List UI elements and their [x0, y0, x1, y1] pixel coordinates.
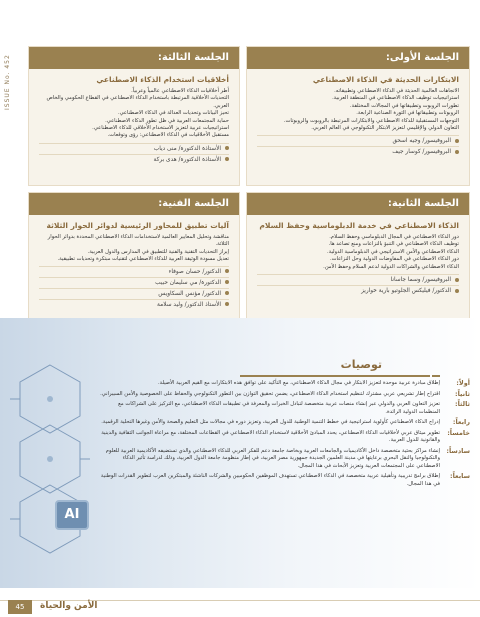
list-item: أطر أخلاقيات الذكاء الاصطناعي عالمياً وعربياً. — [131, 88, 229, 94]
bullet-icon — [455, 278, 459, 282]
recommendation-number: سابعاً: — [450, 472, 470, 480]
page-number: 45 — [8, 600, 32, 614]
speaker-name: الأستاذة الدكتورة/ منى دياب — [39, 143, 229, 154]
list-item: تحيز البيانات وتحديات العدالة في الذكاء الاصطناعي. — [117, 110, 229, 117]
recommendation-text: إدراج الذكاء الاصطناعي كأولوية استراتيجية في خطط التنمية الوطنية للدول العربية، وتعزيز دوره في مجالات مثل التعليم والصحة والأمن وغيرها التحلية الرقمية. — [101, 419, 440, 425]
list-item: الذكاء الاصطناعي والأمن الاستراتيجي في الدبلوماسية الدولية. — [327, 248, 459, 255]
recommendation-text: إطلاق برامج تدريبية وتأهيلية عربية متخصصة في الذكاء الاصطناعي تستهدف الموظفين الحكوميين والشركات الناشئة والمبتكرين العرب لتطوير القدرات الوطنية في هذا المجال. — [100, 473, 440, 487]
list-item: دور الذكاء الاصطناعي في المفاوضات الدولية وحل النزاعات. — [329, 256, 459, 263]
bullet-icon — [225, 146, 229, 150]
session-second-header: الجلسة الثانية: — [247, 193, 469, 215]
list-item: التعاون الدولي والإقليمي لتعزيز الابتكار التكنولوجي في العالم العربي. — [311, 125, 459, 132]
recommendation-number: خامساً: — [447, 428, 470, 437]
recommendations-list — [100, 380, 470, 491]
recommendation-item — [100, 419, 470, 427]
list-item: التوجهات المستقبلية للذكاء الاصطناعي والابتكارات المرتبطة بالروبوت والروبوتات. — [283, 117, 459, 124]
recommendation-text: اقتراح إطار تشريعي عربي مشترك لتنظيم استخدام الذكاء الاصطناعي، يضمن تحقيق التوازن بين التطور التكنولوجي والحفاظ على الخصوصية والأمن السيبراني. — [100, 390, 440, 397]
bullet-icon — [225, 291, 229, 295]
session-second-subtitle: الذكاء الاصطناعي في خدمة الدبلوماسية وحفظ السلام — [259, 221, 459, 230]
bullet-icon — [225, 157, 229, 161]
bullet-icon — [455, 150, 459, 154]
recommendation-number: سادساً: — [446, 446, 470, 455]
recommendation-item — [100, 391, 470, 399]
list-item: الروبوتات وتطبيقاتها في الثورة الصناعية الرابعة. — [356, 110, 459, 117]
speaker-name: الدكتورة/ مي سليمان حبيب — [39, 277, 229, 288]
session-third-header: الجلسة الثالثة: — [29, 47, 239, 69]
session-second-card — [246, 192, 470, 320]
list-item: الذكاء الاصطناعي والشراكات الدولية لدعم السلام وحفظ الأمن. — [323, 263, 459, 270]
speaker-name: البروفيسور/ وسما جاسانا — [257, 274, 459, 285]
speaker-name: الأستاذ الدكتور/ وليد سلامة — [39, 299, 229, 310]
issue-number: ISSUE No. 452 — [4, 54, 11, 110]
recommendation-text: إنشاء مراكز بحثية متخصصة داخل الأكاديميات والجامعات العربية وبخاصة جامعة دعم للفكر العربي للذكاء الاصطناعي والذي تستضيفه الأكاديمية العربية للعلوم والتكنولوجيا والنقل البحري برعايتها في مدينة العلمين الجديدة جمهورية مصر العربية، في إطار منظومة جامعة الدول العربية، وذلك لدراسة تأثير الذكاء الاصطناعي على المجتمعات العربية وتعزيز الأبحاث في هذا المجال. — [105, 447, 440, 469]
session-fourth-subtitle: آليات تطبيق للمحاور الرئيسية لدوائر الحوار الثلاثة — [46, 221, 229, 230]
speaker-name: البروفيسور/ وجيه اسحق — [257, 135, 459, 146]
session-fourth-card — [28, 192, 240, 320]
session-fourth-header: الجلسة الفنية: — [29, 193, 239, 215]
session-third-speakers — [29, 140, 239, 171]
title-underline-accent — [432, 375, 440, 377]
list-item: استراتيجيات عربية لتعزيز الاستخدام الأخلاقي للذكاء الاصطناعي. — [92, 125, 229, 132]
list-item: مناقشة وتحليل المعايير العالمية لاستخدامات الذكاء الاصطناعي المحددة بدوائر الحوار الثلاثة. — [47, 234, 229, 248]
title-underline — [240, 375, 430, 377]
recommendation-item — [100, 430, 470, 445]
list-item: إبراز التحديات التقنية والفنية للتطبيق في المدارس والدول العربية. — [87, 248, 229, 255]
speaker-name: البروفيسور/ كوسار جيف — [257, 146, 459, 157]
session-second-items — [247, 234, 469, 271]
session-second-speakers — [247, 271, 469, 302]
recommendation-item — [100, 448, 470, 471]
session-first-speakers — [247, 132, 469, 163]
recommendation-number: أولاً: — [456, 379, 470, 387]
recommendation-item — [100, 473, 470, 488]
recommendation-number: ثالثاً: — [454, 400, 470, 408]
bullet-icon — [225, 269, 229, 273]
session-fourth-items — [29, 234, 239, 264]
recommendation-item — [100, 380, 470, 388]
speaker-name: الدكتور/ حسان صوفاء — [39, 266, 229, 277]
session-first-items — [247, 88, 469, 132]
session-first-card — [246, 46, 470, 186]
recommendation-number: رابعاً: — [452, 418, 470, 426]
session-first-header: الجلسة الأولى: — [247, 47, 469, 69]
session-third-card — [28, 46, 240, 186]
recommendation-text: تعزيز التعاون العربي والدولي عبر إنشاء منصات عربية متخصصة لتبادل الخبرات والمعرفة في تطبيقات الذكاء الاصطناعي، مع التركيز على الشراكات مع المنظمات الدولية الرائدة. — [118, 401, 440, 415]
session-third-items — [29, 88, 239, 140]
circuit-hexagon-graphic — [10, 355, 90, 565]
recommendation-text: تطوير ميثاق عربي لأخلاقيات الذكاء الاصطناعي، يحدد المبادئ الأخلاقية لاستخدام الذكاء الاصطناعي في القطاعات المختلفة، مع مراعاة الجوانب الثقافية والدينية والقانونية للدول العربية. — [101, 429, 440, 443]
session-third-subtitle: أخلاقيات استخدام الذكاء الاصطناعي — [96, 75, 229, 84]
list-item: التحديات الأخلاقية المرتبطة باستخدام الذكاء الاصطناعي في القطاع الحكومي والخاص العربي. — [46, 95, 229, 109]
speaker-name: الدكتور/ فيليكس الجلوتيو بارية خواريز — [257, 285, 459, 296]
speaker-name: الدكتور/ مؤنس السكاويس — [39, 288, 229, 299]
list-item: دور الذكاء الاصطناعي في المجال الدبلوماسي وحفظ السلام. — [329, 234, 459, 240]
ai-chip-icon: AI — [55, 500, 89, 530]
session-first-subtitle: الابتكارات الحديثة في الذكاء الاصطناعي — [312, 75, 459, 84]
list-item: استراتيجيات توظيف الذكاء الاصطناعي في المنطقة العربية. — [332, 95, 459, 102]
recommendation-text: إطلاق مبادرة عربية موحدة لتعزيز الابتكار في مجال الذكاء الاصطناعي، مع التأكيد على توافق هذه الابتكارات مع القيم العربية الأصيلة. — [157, 380, 440, 386]
list-item: تعديل مسودة الوثيقة العربية للذكاء الاصطناعي لتقنيات مبتكرة وتحديات تطبيقية. — [57, 256, 229, 263]
recommendation-item — [100, 401, 470, 416]
recommendations-title: توصيات — [340, 358, 382, 371]
list-item: الاتجاهات العالمية الحديثة في الذكاء الاصطناعي وتطبيقاته. — [334, 88, 459, 94]
list-item: تطورات الروبوت وتطبيقاتها في المجالات المختلفة. — [349, 102, 459, 109]
bullet-icon — [225, 302, 229, 306]
bullet-icon — [225, 280, 229, 284]
speaker-name: الأستاذة الدكتورة/ هدى بركة — [39, 154, 229, 165]
list-item: حماية المجتمعات العربية في ظل تطور الذكاء الاصطناعي. — [105, 117, 229, 124]
bullet-icon — [455, 289, 459, 293]
session-fourth-speakers — [29, 264, 239, 316]
list-item: توظيف الذكاء الاصطناعي في التنبؤ بالنزاعات ومنع تصاعد ها. — [328, 241, 459, 248]
recommendation-number: ثانياً: — [454, 389, 470, 398]
bullet-icon — [455, 139, 459, 143]
magazine-name: الأمن والحياة — [40, 601, 98, 611]
list-item: مستقبل الأخلاقيات في الذكاء الاصطناعي: رؤى وتوقعات. — [107, 132, 229, 139]
